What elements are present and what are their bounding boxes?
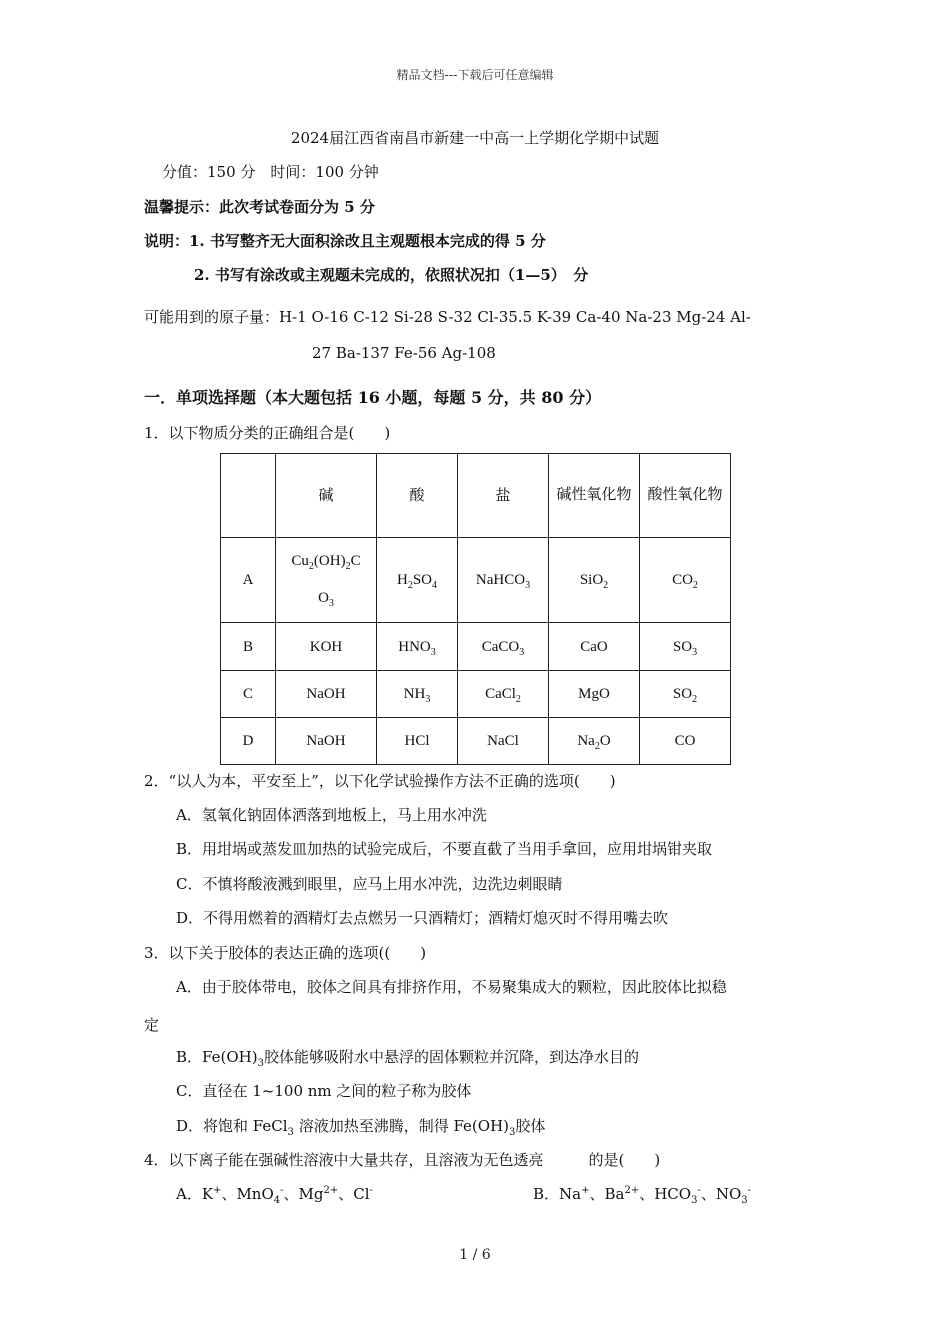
header-cell: 碱 bbox=[276, 454, 377, 538]
option-letter: C bbox=[221, 671, 276, 718]
q3-option-b: B．$Fe(OH)_3$胶体能够吸附水中悬浮的固体颗粒并沉降，到达净水目的 bbox=[176, 1048, 639, 1069]
note-2: 2. 书写有涂改或主观题未完成的，依照状况扣（1—5） 分 bbox=[194, 266, 589, 284]
table-header-row bbox=[221, 454, 731, 538]
q3-option-a-line1: A．由于胶体带电，胶体之间具有排挤作用，不易聚集成大的颗粒，因此胶体比拟稳 bbox=[176, 978, 727, 996]
cell-acidic-oxide: CO bbox=[640, 718, 731, 765]
tip: 温馨提示：此次考试卷面分为 5 分 bbox=[144, 198, 375, 216]
cell-salt: NaHCO$_3$ bbox=[458, 538, 549, 623]
atomic-masses-line1: 可能用到的原子量：H-1 O-16 C-12 Si-28 S-32 Cl-35.5 K-39 Ca-40 Na-23 Mg-24 Al- bbox=[144, 308, 751, 326]
q4-option-a: A．K+、MnO$_4$-、$Mg^{2+}$、Cl- bbox=[176, 1185, 373, 1206]
q4-option-b: B．Na+、$Ba^{2+}$、$HCO_3^-$、$NO_3^-$ bbox=[533, 1185, 752, 1206]
cell-basic-oxide: SiO$_2$ bbox=[549, 538, 640, 623]
header-cell: 盐 bbox=[458, 454, 549, 538]
cell-basic-oxide: CaO bbox=[549, 623, 640, 671]
cell-salt: NaCl bbox=[458, 718, 549, 765]
score-time: 分值：150 分 时间：100 分钟 bbox=[162, 163, 379, 181]
header-cell: 碱性氧化物 bbox=[549, 454, 640, 538]
cell-salt: CaCO$_3$ bbox=[458, 623, 549, 671]
option-letter: B bbox=[221, 623, 276, 671]
cell-acidic-oxide: $CO_2$ bbox=[640, 538, 731, 623]
table-row bbox=[221, 718, 731, 765]
cell-acid: HCl bbox=[377, 718, 458, 765]
option-letter: A bbox=[221, 538, 276, 623]
option-letter: D bbox=[221, 718, 276, 765]
cell-base: NaOH bbox=[276, 671, 377, 718]
cell-acid: $H_2SO_4$ bbox=[377, 538, 458, 623]
table-row bbox=[221, 671, 731, 718]
header-cell: 酸 bbox=[377, 454, 458, 538]
q2-option-d: D．不得用燃着的酒精灯去点燃另一只酒精灯；酒精灯熄灭时不得用嘴去吹 bbox=[176, 909, 669, 927]
classification-table bbox=[220, 453, 731, 765]
cell-acid: $NH_3$ bbox=[377, 671, 458, 718]
header-cell: 酸性氧化物 bbox=[640, 454, 731, 538]
cell-acidic-oxide: $SO_2$ bbox=[640, 671, 731, 718]
q2-option-c: C．不慎将酸液溅到眼里，应马上用水冲洗，边洗边刺眼睛 bbox=[176, 875, 563, 893]
note-1: 说明：1. 书写整齐无大面积涂改且主观题根本完成的得 5 分 bbox=[144, 232, 546, 250]
q3-option-a-line2: 定 bbox=[144, 1016, 160, 1034]
page-header: 精品文档---下载后可任意编辑 bbox=[396, 68, 554, 82]
cell-base: NaOH bbox=[276, 718, 377, 765]
q2-option-b: B．用坩埚或蒸发皿加热的试验完成后，不要直截了当用手拿回，应用坩埚钳夹取 bbox=[176, 840, 713, 858]
cell-basic-oxide: MgO bbox=[549, 671, 640, 718]
table-row bbox=[221, 623, 731, 671]
cell-basic-oxide: $Na_2O$ bbox=[549, 718, 640, 765]
q1-stem: 1．以下物质分类的正确组合是( ) bbox=[144, 424, 391, 442]
exam-title: 2024届江西省南昌市新建一中高一上学期化学期中试题 bbox=[290, 129, 660, 147]
page-number: 1 / 6 bbox=[459, 1247, 491, 1263]
table-row bbox=[221, 538, 731, 623]
q3-option-d: D．将饱和 FeCl$_3$ 溶液加热至沸腾，制得 $Fe(OH)_3$胶体 bbox=[176, 1117, 546, 1138]
q3-option-c: C．直径在 1~100 nm 之间的粒子称为胶体 bbox=[176, 1082, 472, 1100]
cell-base: $Cu_2(OH)_2C$ $O_3$ bbox=[276, 538, 377, 623]
q2-stem: 2．“以人为本，平安至上”，以下化学试验操作方法不正确的选项( ) bbox=[144, 772, 616, 790]
q3-stem: 3．以下关于胶体的表达正确的选项(( ) bbox=[144, 944, 427, 962]
cell-acid: $HNO_3$ bbox=[377, 623, 458, 671]
q4-stem: 4．以下离子能在强碱性溶液中大量共存，且溶液为无色透亮 的是( ) bbox=[144, 1151, 661, 1169]
q2-option-a: A．氢氧化钠固体洒落到地板上，马上用水冲洗 bbox=[176, 806, 487, 824]
header-cell bbox=[221, 454, 276, 538]
cell-base: KOH bbox=[276, 623, 377, 671]
cell-salt: CaCl$_2$ bbox=[458, 671, 549, 718]
atomic-masses-line2: 27 Ba-137 Fe-56 Ag-108 bbox=[312, 344, 496, 362]
cell-acidic-oxide: $SO_3$ bbox=[640, 623, 731, 671]
section-title: 一．单项选择题（本大题包括 16 小题，每题 5 分，共 80 分） bbox=[144, 388, 602, 407]
